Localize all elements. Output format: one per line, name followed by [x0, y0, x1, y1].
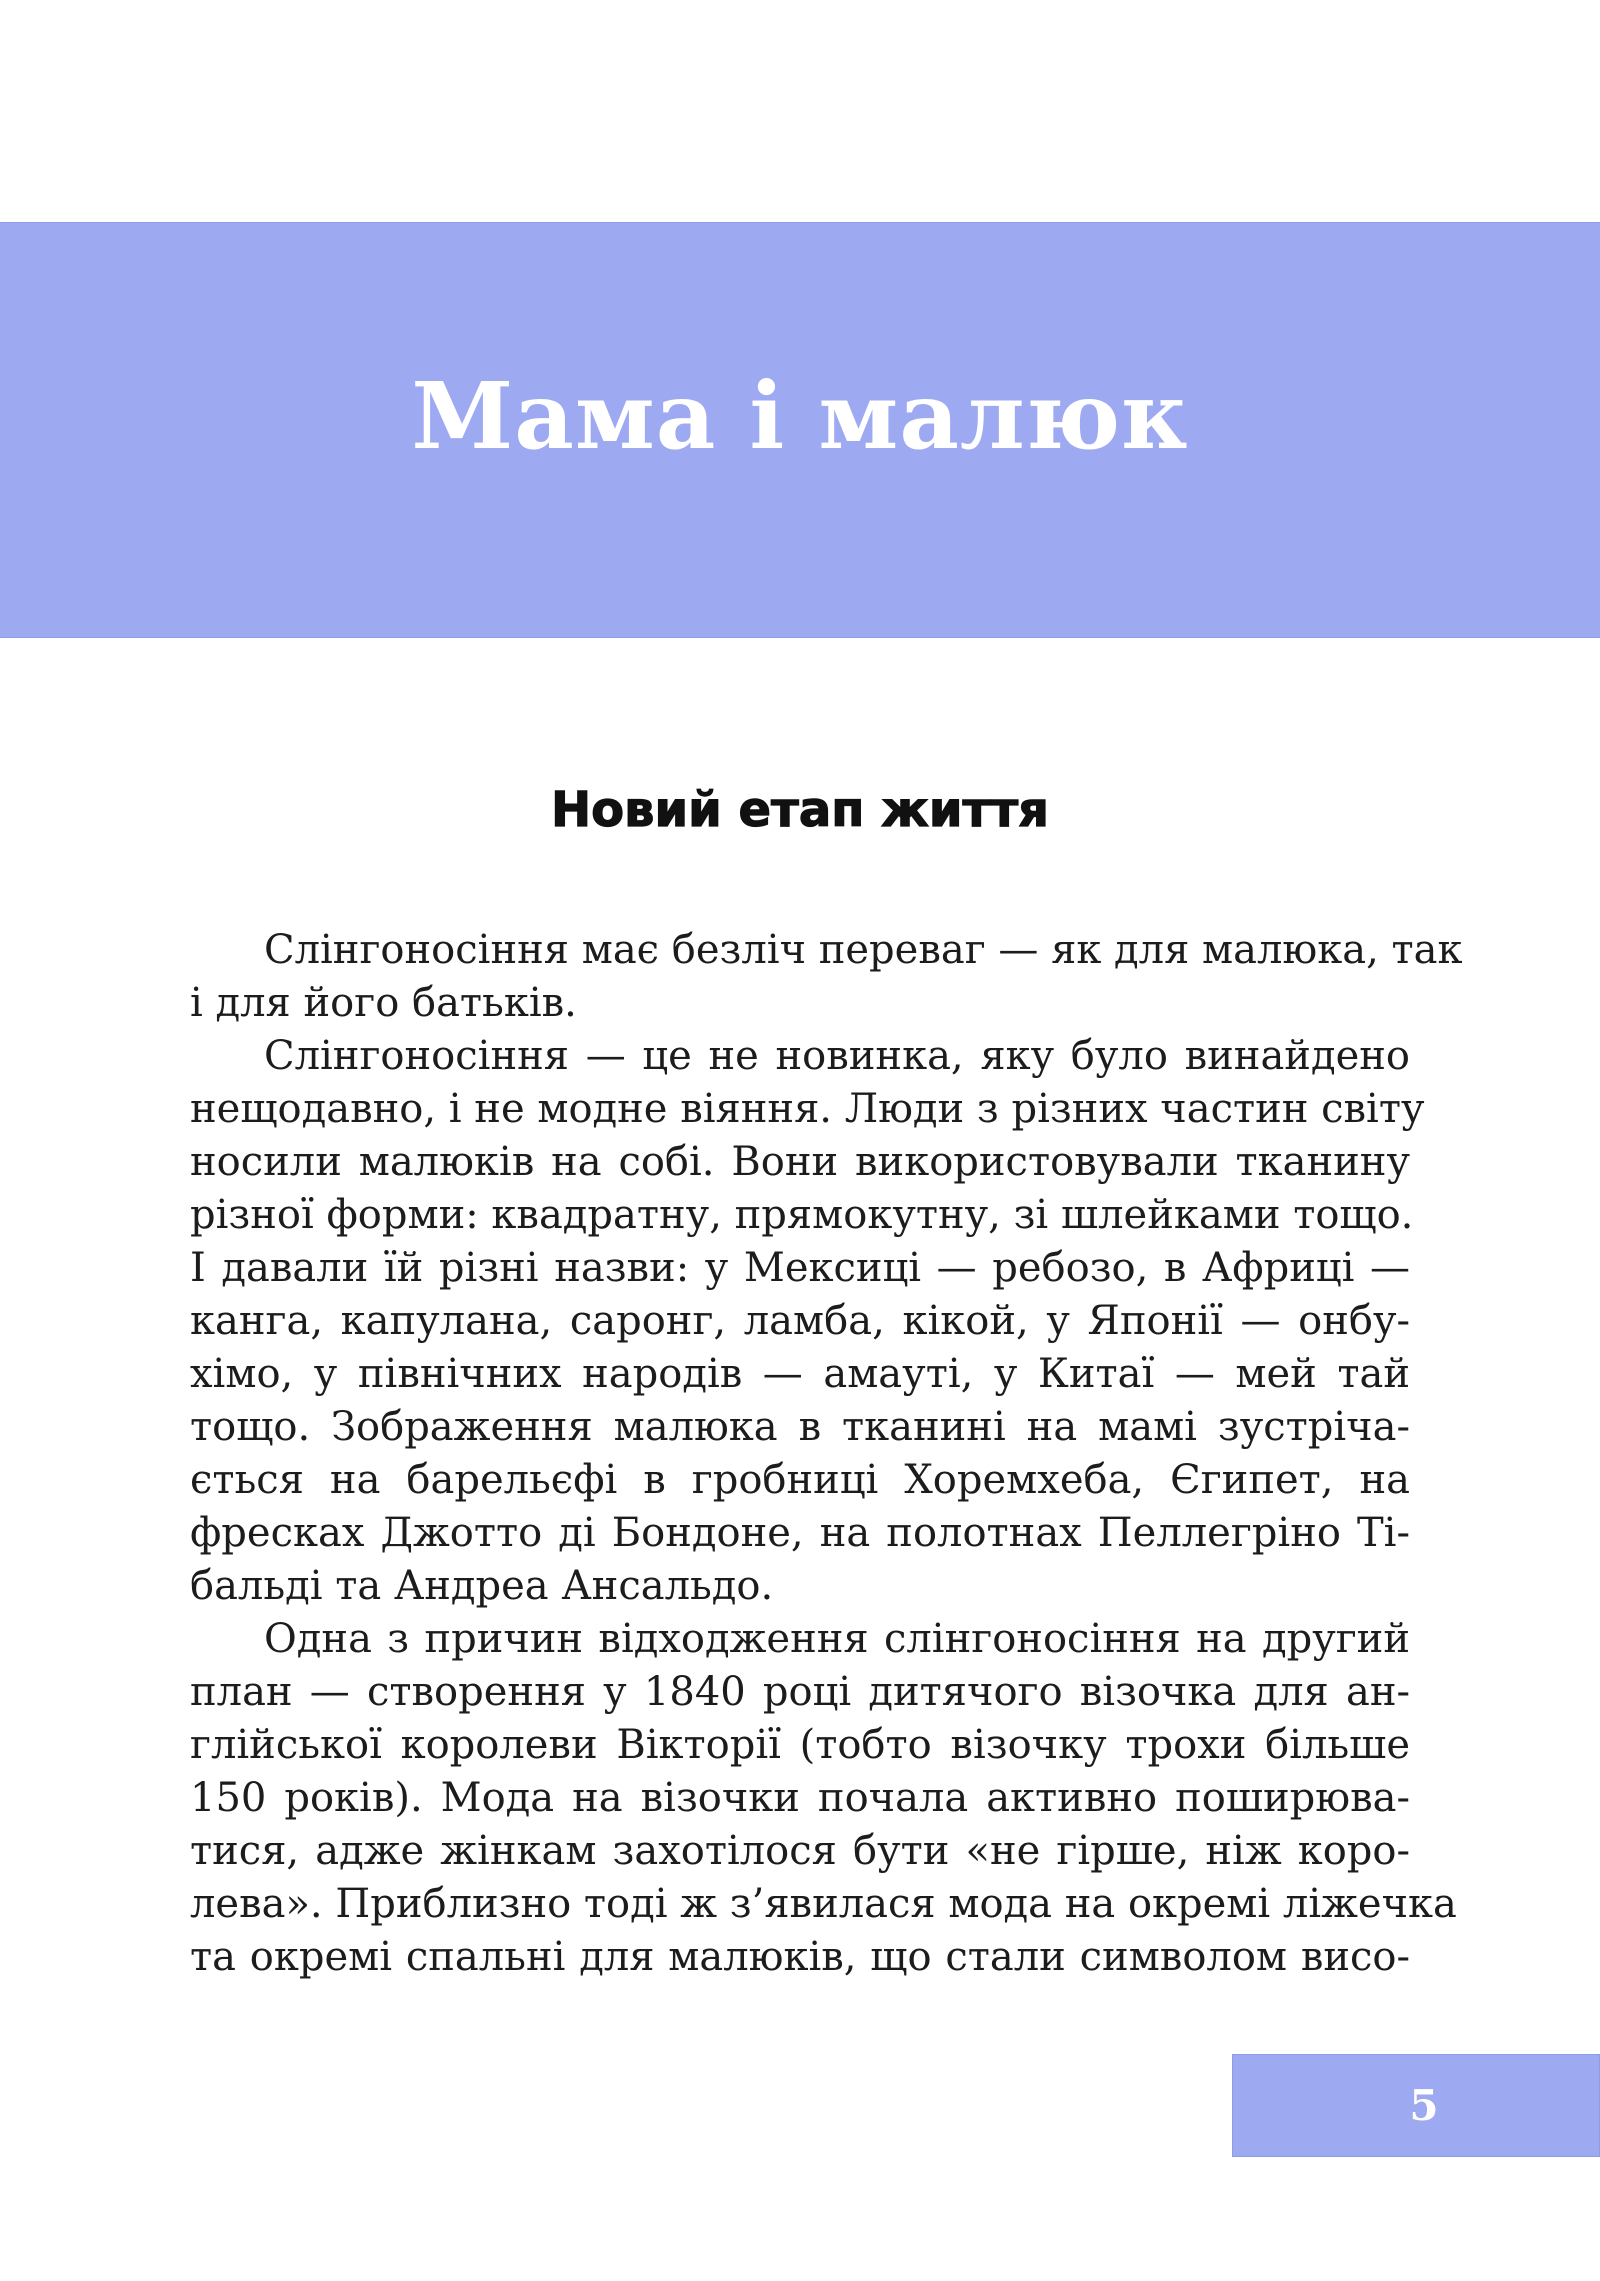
body-line: носили малюків на собі. Вони використовували тканину: [190, 1139, 1410, 1185]
body-line: Слінгоносіння має безліч переваг — як для малюка, так: [264, 927, 1463, 973]
body-line: 150 років). Мода на візочки почала активно поширюва-: [190, 1775, 1410, 1821]
body-line: Слінгоносіння — це не новинка, яку було винайдено: [264, 1033, 1410, 1079]
chapter-banner: [0, 222, 1600, 638]
body-line: ється на барельєфі в гробниці Хоремхеба, Єгипет, на: [190, 1457, 1410, 1503]
body-line: різної форми: квадратну, прямокутну, зі шлейками тощо.: [190, 1192, 1414, 1238]
body-line: фресках Джотто ді Бондоне, на полотнах Пеллегріно Ті-: [190, 1510, 1410, 1556]
section-title: Новий етап життя: [551, 782, 1049, 838]
body-line: нещодавно, і не модне віяння. Люди з різних частин світу: [190, 1086, 1425, 1132]
body-line: тощо. Зображення малюка в тканині на мамі зустріча-: [190, 1404, 1410, 1450]
body-line: тися, адже жінкам захотілося бути «не гірше, ніж коро-: [190, 1828, 1410, 1874]
body-line: план — створення у 1840 році дитячого візочка для ан-: [190, 1669, 1410, 1715]
body-line: Одна з причин відходження слінгоносіння на другий: [264, 1616, 1410, 1662]
chapter-title: Мама і малюк: [411, 362, 1189, 470]
body-line: хімо, у північних народів — амауті, у Китаї — мей тай: [190, 1351, 1410, 1397]
body-line: та окремі спальні для малюків, що стали символом висо-: [190, 1934, 1410, 1980]
body-line: глійської королеви Вікторії (тобто візочку трохи більше: [190, 1722, 1410, 1768]
body-line: лева». Приблизно тоді ж з’явилася мода на окремі ліжечка: [190, 1881, 1457, 1927]
page-number: 5: [1409, 2081, 1439, 2130]
body-line: і для його батьків.: [190, 980, 577, 1026]
page-number-box: [1232, 2054, 1600, 2157]
body-line: бальді та Андреа Ансальдо.: [190, 1563, 774, 1609]
body-text: [190, 924, 1463, 1984]
body-line: І давали їй різні назви: у Мексиці — ребозо, в Африці —: [190, 1245, 1410, 1291]
body-line: канга, капулана, саронг, ламба, кікой, у Японії — онбу-: [190, 1298, 1410, 1344]
